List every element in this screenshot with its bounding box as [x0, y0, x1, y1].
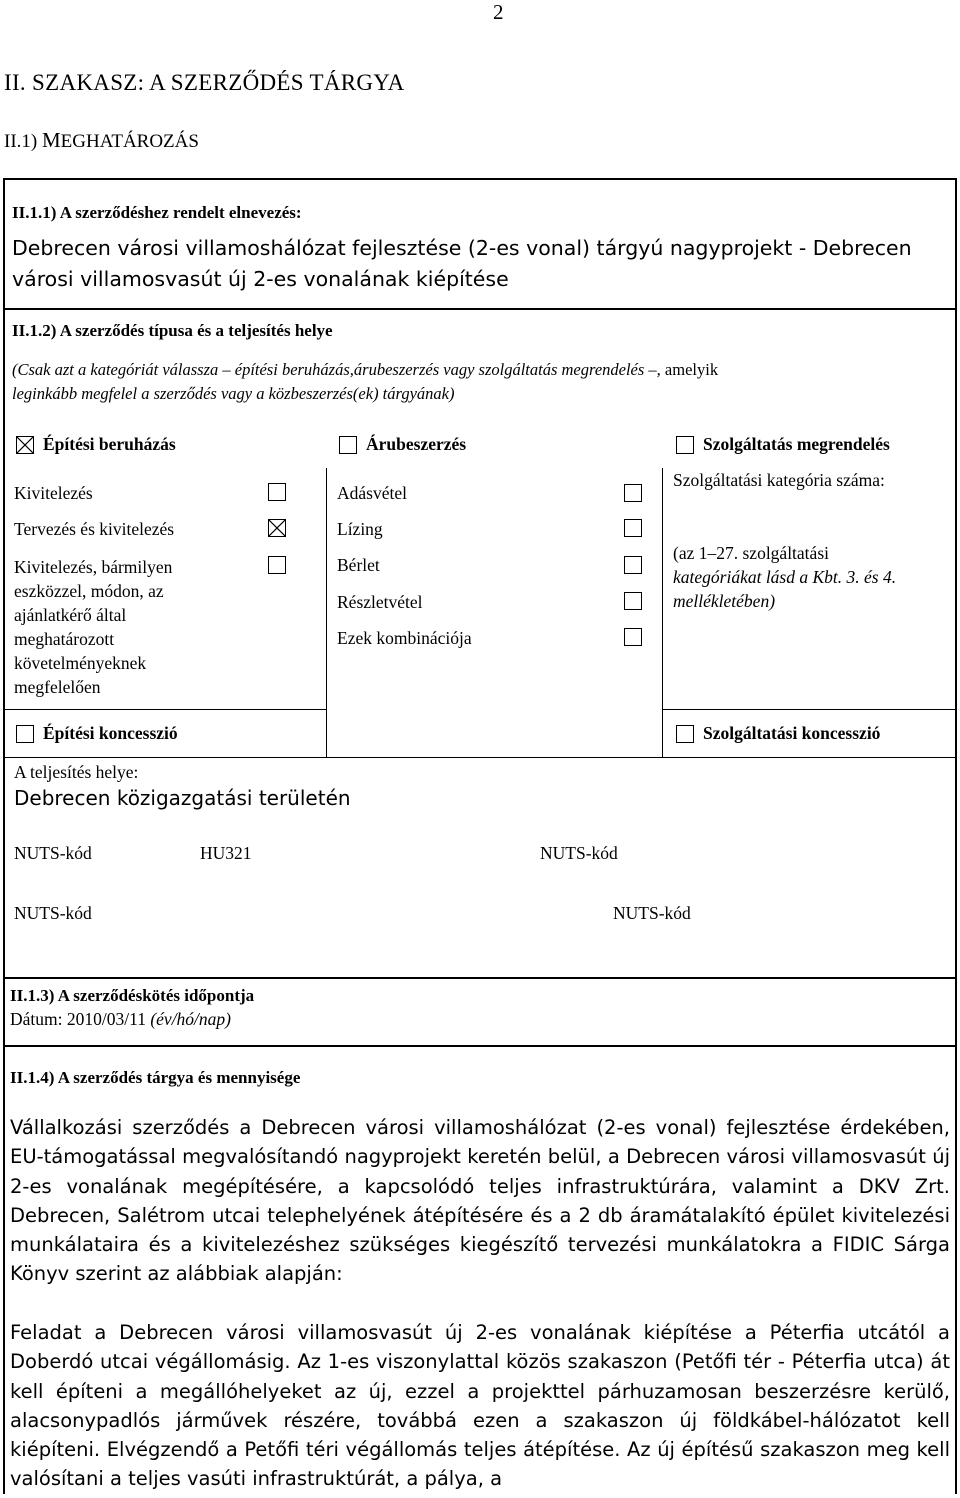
- contract-name-line-1: Debrecen városi villamoshálózat fejlesztése (2-es vonal) tárgyú nagyprojekt - Debrecen: [12, 236, 912, 260]
- nuts-label-4: NUTS-kód: [613, 903, 691, 923]
- checkbox-services-concession[interactable]: [676, 725, 694, 743]
- place-label: A teljesítés helye:: [14, 762, 139, 782]
- checkbox-works[interactable]: [16, 436, 34, 454]
- divider: [3, 757, 957, 758]
- checkbox-execution[interactable]: [268, 483, 286, 501]
- subsection-title: II.1) MEGHATÁROZÁS: [4, 128, 199, 152]
- subject-paragraph-1: Vállalkozási szerződés a Debrecen városi villamoshálózat (2-es vonal) fejlesztése érdekében, EU-támogatással megvalósítandó nagyprojekt keretén belül, a Debrecen városi villamosvasút új 2-es vonalának megépítésére, a kapcsolódó teljes infrastruktúrára, valamint a DKV Zrt. Debrecen, Salétrom utcai telephelyének átépítésére és a 2 db áramátalakító épület kivitelezési munkálataira és a kivitelezéshez szükséges kiegészítő tervezési munkálatokra a FIDIC Sárga Könyv szerint az alábbiak alapján:: [10, 1116, 950, 1286]
- checkbox-supply[interactable]: [339, 436, 357, 454]
- nuts-value: HU321: [200, 843, 252, 863]
- checkbox-hire-purchase[interactable]: [624, 592, 642, 610]
- checkbox-combination[interactable]: [624, 628, 642, 646]
- nuts-label-3: NUTS-kód: [14, 903, 92, 923]
- checkbox-purchase[interactable]: [624, 484, 642, 502]
- divider: [3, 709, 326, 710]
- checkbox-services[interactable]: [676, 436, 694, 454]
- s112-note-line-1: (Csak azt a kategóriát válassza – építési beruházás,árubeszerzés vagy szolgáltatás megrendelés –, amelyik: [12, 360, 719, 379]
- checkbox-lease[interactable]: [624, 519, 642, 537]
- services-concession-label: Szolgáltatási koncesszió: [703, 723, 881, 743]
- divider: [3, 1045, 957, 1047]
- column-divider: [326, 468, 327, 758]
- place-value: Debrecen közigazgatási területén: [14, 786, 351, 810]
- type-works-label: Építési beruházás: [43, 434, 176, 454]
- nuts-label-2: NUTS-kód: [540, 843, 618, 863]
- type-supply-label: Árubeszerzés: [366, 434, 467, 454]
- column-divider: [662, 468, 663, 758]
- works-option-execution: Kivitelezés: [14, 483, 93, 503]
- contract-date: Dátum: 2010/03/11 (év/hó/nap): [10, 1009, 231, 1029]
- checkbox-design-execution[interactable]: [268, 519, 286, 537]
- supply-option-lease: Lízing: [337, 519, 383, 539]
- subject-paragraph-2: Feladat a Debrecen városi villamosvasút új 2-es vonalának kiépítése a Péterfia utcától a Doberdó utcai végállomásig. Az 1-es viszonylattal közös szakaszon (Petőfi tér - Péterfia utca) át kell építeni a megállóhelyeket az új, ezzel a projekttel párhuzamosan beszerzésre kerülő, alacsonypadlós járművek részére, továbbá ezen a szakaszon új földkábel-hálózatot kell kiépíteni. Elvégzendő a Petőfi téri végállomás teljes átépítése. Az új építésű szakaszon meg kell valósítani a teljes vasúti infrastruktúrát, a pálya, a: [10, 1321, 950, 1491]
- checkbox-any-means[interactable]: [268, 556, 286, 574]
- divider: [3, 977, 957, 979]
- divider: [3, 308, 957, 310]
- works-option-any-means: Kivitelezés, bármilyen eszközzel, módon, az ajánlatkérő által meghatározott követelményeknek megfelelően: [14, 557, 173, 697]
- divider: [662, 709, 957, 710]
- supply-option-combination: Ezek kombinációja: [337, 628, 472, 648]
- contract-name-line-2: városi villamosvasút új 2-es vonalának kiépítése: [12, 267, 509, 291]
- supply-option-hire-purchase: Részletvétel: [337, 592, 423, 612]
- s114-title: II.1.4) A szerződés tárgya és mennyisége: [10, 1068, 301, 1087]
- type-services-label: Szolgáltatás megrendelés: [703, 434, 890, 454]
- page-number: 2: [493, 0, 504, 24]
- supply-option-purchase: Adásvétel: [337, 483, 407, 503]
- nuts-label-1: NUTS-kód: [14, 843, 92, 863]
- s111-title: II.1.1) A szerződéshez rendelt elnevezés:: [12, 203, 302, 222]
- works-concession-label: Építési koncesszió: [43, 723, 178, 743]
- section-title: II. SZAKASZ: A SZERZŐDÉS TÁRGYA: [4, 70, 405, 95]
- supply-option-rental: Bérlet: [337, 555, 380, 575]
- checkbox-rental[interactable]: [624, 556, 642, 574]
- service-category-label: Szolgáltatási kategória száma:: [673, 470, 885, 490]
- service-category-note: (az 1–27. szolgáltatási kategóriákat lásd a Kbt. 3. és 4. mellékletében): [673, 543, 897, 611]
- checkbox-works-concession[interactable]: [16, 725, 34, 743]
- s112-title: II.1.2) A szerződés típusa és a teljesítés helye: [12, 321, 333, 340]
- s112-note-line-2: leginkább megfelel a szerződés vagy a közbeszerzés(ek) tárgyának): [12, 384, 455, 403]
- s113-title: II.1.3) A szerződéskötés időpontja: [10, 986, 255, 1005]
- works-option-design-execution: Tervezés és kivitelezés: [14, 519, 175, 539]
